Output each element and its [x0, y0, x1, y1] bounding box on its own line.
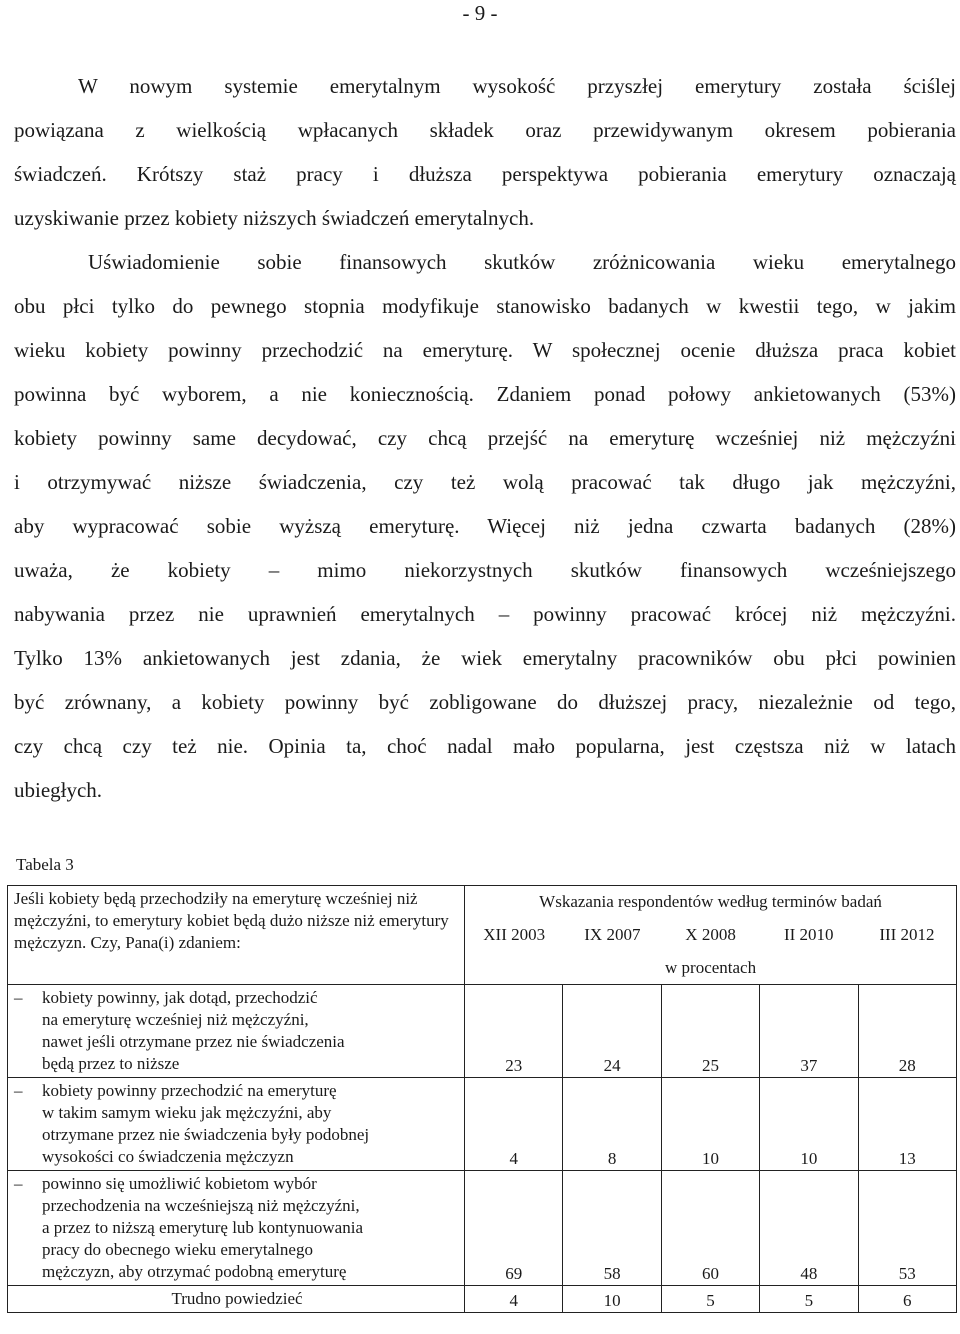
table-unit: w procentach — [465, 952, 957, 985]
paragraph-1-line: W nowym systemie emerytalnym wysokość przyszłej emerytury została ściślej — [78, 74, 956, 98]
row-label-line: przechodzenia na wcześniejszą niż mężczyźni, — [42, 1196, 360, 1215]
paragraph-2-line: uważa, że kobiety – mimo niekorzystnych skutków finansowych wcześniejszego — [14, 558, 956, 582]
table-cell: 4 — [465, 1078, 563, 1171]
row-label-line: Trudno powiedzieć — [171, 1289, 303, 1308]
table-cell: 69 — [465, 1171, 563, 1286]
table-cell: 24 — [563, 985, 661, 1078]
paragraph-2-line: obu płci tylko do pewnego stopnia modyfikuje stanowisko badanych w kwestii tego, w jakim — [14, 294, 956, 318]
paragraph-2-line: ubiegłych. — [14, 778, 103, 802]
paragraph-2-line: być zrównany, a kobiety powinny być zobligowane do dłuższej pracy, niezależnie od tego, — [14, 690, 956, 714]
table-cell: 13 — [858, 1078, 956, 1171]
paragraph-2-line: aby wypracować sobie wyższą emeryturę. Więcej niż jedna czwarta badanych (28%) — [14, 514, 956, 538]
table-cell: 5 — [760, 1286, 858, 1313]
row-dash: – — [14, 1174, 23, 1193]
table-header-dates — [465, 918, 957, 952]
paragraph-1-line: świadczeń. Krótszy staż pracy i dłuższa perspektywa pobierania emerytury oznaczają — [14, 162, 956, 186]
date-header: X 2008 — [685, 925, 736, 944]
date-header: III 2012 — [879, 925, 935, 944]
row-label — [8, 1171, 465, 1286]
table-row — [8, 1078, 957, 1171]
paragraph-2-line: i otrzymywać niższe świadczenia, czy też wolą pracować tak długo jak mężczyźni, — [14, 470, 956, 494]
page-number: - 9 - — [462, 1, 498, 25]
table-cell: 28 — [858, 985, 956, 1078]
paragraph-1-line: uzyskiwanie przez kobiety niższych świadczeń emerytalnych. — [14, 206, 535, 230]
table-row — [8, 1286, 957, 1313]
row-label-line: nawet jeśli otrzymane przez nie świadczenia — [42, 1032, 345, 1051]
table-cell: 10 — [760, 1078, 858, 1171]
row-label-line: kobiety powinny przechodzić na emeryturę — [42, 1081, 337, 1100]
row-label-line: kobiety powinny, jak dotąd, przechodzić — [42, 988, 318, 1007]
row-label — [8, 1078, 465, 1171]
table-caption: Tabela 3 — [16, 855, 74, 874]
table-cell: 8 — [563, 1078, 661, 1171]
row-label-line: mężczyzn, aby otrzymać podobną emeryturę — [42, 1262, 347, 1281]
table-cell: 10 — [563, 1286, 661, 1313]
table-cell: 6 — [858, 1286, 956, 1313]
row-label-line: będą przez to niższe — [42, 1054, 180, 1073]
row-label-line: na emeryturę wcześniej niż mężczyźni, — [42, 1010, 309, 1029]
paragraph-2-line: kobiety powinny same decydować, czy chcą przejść na emeryturę wcześniej niż mężczyźni — [14, 426, 956, 450]
survey-table — [7, 885, 957, 1313]
date-header: XII 2003 — [483, 925, 546, 944]
paragraph-2-line: powinna być wyborem, a nie koniecznością. Zdaniem ponad połowy ankietowanych (53%) — [14, 382, 956, 406]
table-header-top: Wskazania respondentów według terminów badań — [465, 886, 957, 919]
paragraph-2-line: czy chcą czy też nie. Opinia ta, choć nadal mało popularna, jest częstsza niż w latach — [14, 734, 956, 758]
table-cell: 53 — [858, 1171, 956, 1286]
paragraph-2-line: Tylko 13% ankietowanych jest zdania, że wiek emerytalny pracowników obu płci powinien — [14, 646, 956, 670]
row-label-line: wysokości co świadczenia mężczyzn — [42, 1147, 294, 1166]
paragraph-1-line: powiązana z wielkością wpłacanych składek oraz przewidywanym okresem pobierania — [14, 118, 956, 142]
table-cell: 10 — [661, 1078, 759, 1171]
table-question: Jeśli kobiety będą przechodziły na emeryturę wcześniej niż mężczyźni, to emerytury kobiet będą dużo niższe niż emerytury mężczyzn. Czy, Pana(i) zdaniem: — [8, 886, 465, 985]
table-cell: 60 — [661, 1171, 759, 1286]
table-row — [8, 985, 957, 1078]
paragraph-2-line: Uświadomienie sobie finansowych skutków zróżnicowania wieku emerytalnego — [88, 250, 956, 274]
date-header: II 2010 — [783, 925, 834, 944]
table-cell: 58 — [563, 1171, 661, 1286]
row-label-line: otrzymane przez nie świadczenia były podobnej — [42, 1125, 370, 1144]
row-label-line: a przez to niższą emeryturę lub kontynuowania — [42, 1218, 363, 1237]
row-label-line: w takim samym wieku jak mężczyźni, aby — [42, 1103, 332, 1122]
table-cell: 48 — [760, 1171, 858, 1286]
row-dash: – — [14, 1081, 23, 1100]
table-cell: 23 — [465, 985, 563, 1078]
table-row — [8, 1171, 957, 1286]
row-label-line: powinno się umożliwić kobietom wybór — [42, 1174, 317, 1193]
row-label — [8, 1286, 465, 1313]
paragraph-2-line: nabywania przez nie uprawnień emerytalnych – powinny pracować krócej niż mężczyźni. — [14, 602, 956, 626]
paragraph-2 — [14, 240, 956, 812]
paragraph-2-line: wieku kobiety powinny przechodzić na emeryturę. W społecznej ocenie dłuższa praca kobiet — [14, 338, 956, 362]
paragraph-1 — [14, 64, 956, 240]
table-cell: 4 — [465, 1286, 563, 1313]
table-cell: 37 — [760, 985, 858, 1078]
row-label-line: pracy do obecnego wieku emerytalnego — [42, 1240, 313, 1259]
table-cell: 25 — [661, 985, 759, 1078]
row-label — [8, 985, 465, 1078]
date-header: IX 2007 — [584, 925, 641, 944]
table-cell: 5 — [661, 1286, 759, 1313]
row-dash: – — [14, 988, 23, 1007]
